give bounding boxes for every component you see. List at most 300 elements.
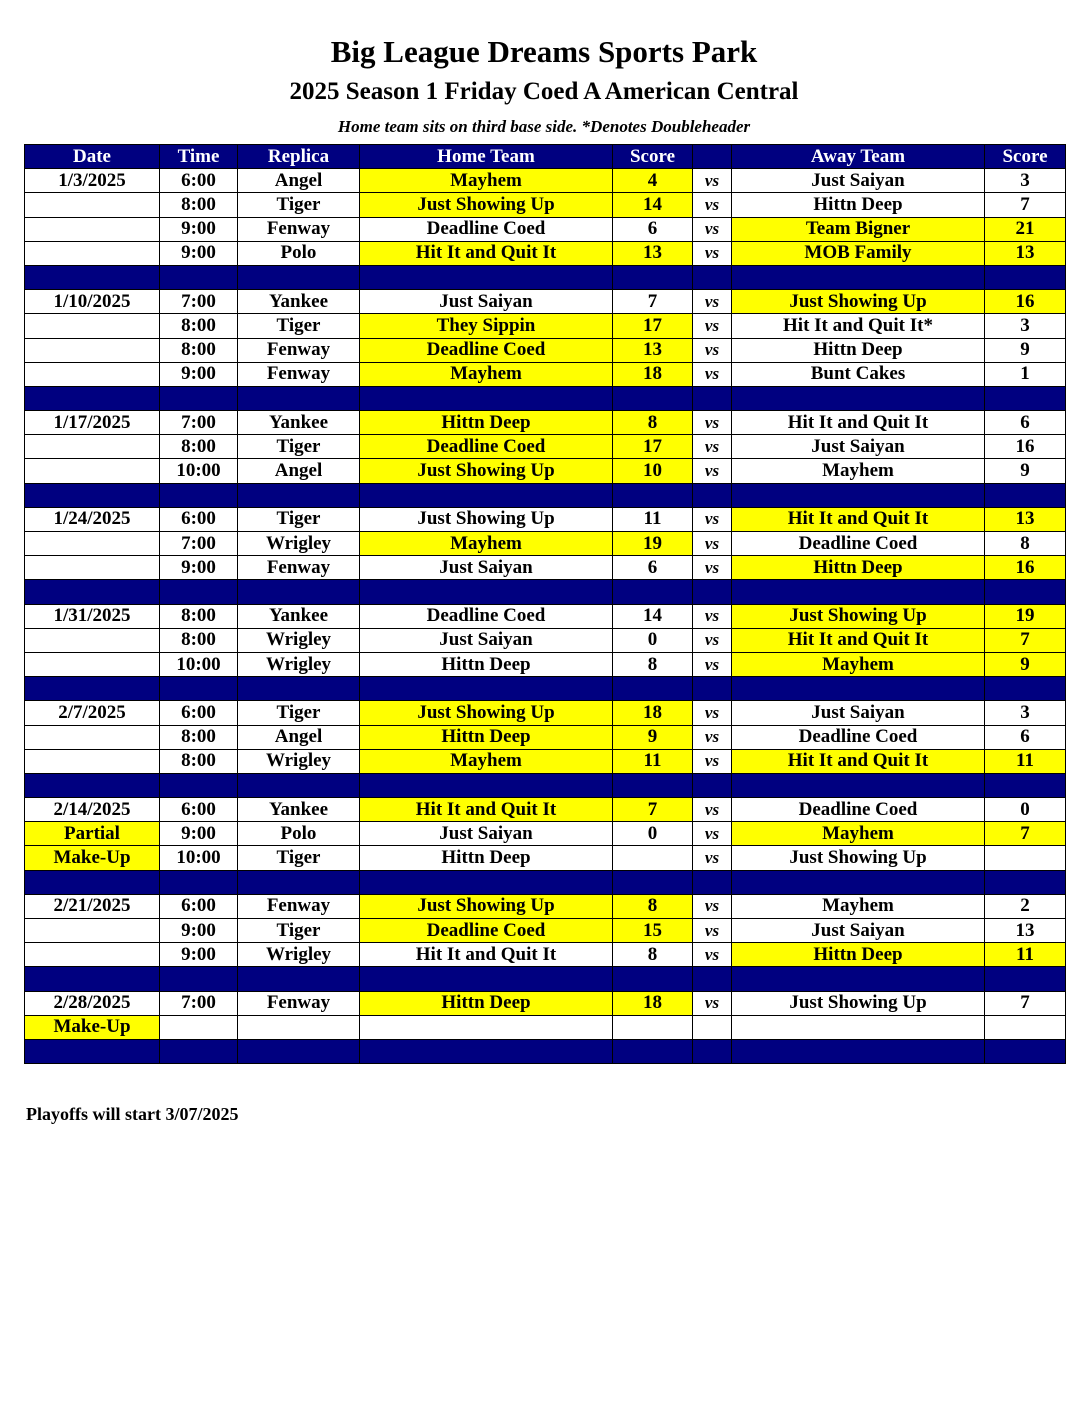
game-time: 6:00 <box>160 798 238 822</box>
separator-cell <box>693 386 732 410</box>
game-replica: Fenway <box>238 556 360 580</box>
home-team: Deadline Coed <box>360 435 613 459</box>
makeup-note: Partial <box>25 822 160 846</box>
separator-cell <box>985 483 1066 507</box>
schedule-body <box>25 169 1066 1064</box>
separator-cell <box>693 773 732 797</box>
home-team: Just Saiyan <box>360 290 613 314</box>
separator-cell <box>985 1039 1066 1063</box>
game-date <box>25 193 160 217</box>
separator-cell <box>25 265 160 289</box>
away-score: 9 <box>985 338 1066 362</box>
home-score: 6 <box>613 217 693 241</box>
game-time: 9:00 <box>160 919 238 943</box>
vs-label: vs <box>693 507 732 531</box>
home-team: Deadline Coed <box>360 217 613 241</box>
game-time: 8:00 <box>160 749 238 773</box>
game-time: 8:00 <box>160 725 238 749</box>
game-time: 7:00 <box>160 991 238 1015</box>
game-replica: Wrigley <box>238 652 360 676</box>
away-score: 11 <box>985 943 1066 967</box>
game-replica: Polo <box>238 241 360 265</box>
separator-cell <box>732 265 985 289</box>
game-row <box>25 846 1066 870</box>
vs-label: vs <box>693 362 732 386</box>
home-score: 8 <box>613 894 693 918</box>
game-time: 8:00 <box>160 338 238 362</box>
separator-cell <box>732 967 985 991</box>
game-time: 8:00 <box>160 314 238 338</box>
home-score: 9 <box>613 725 693 749</box>
game-row <box>25 290 1066 314</box>
away-team: Bunt Cakes <box>732 362 985 386</box>
away-team: Mayhem <box>732 459 985 483</box>
separator-cell <box>160 773 238 797</box>
home-team: Mayhem <box>360 749 613 773</box>
separator-cell <box>25 967 160 991</box>
game-time: 8:00 <box>160 628 238 652</box>
home-team: Hittn Deep <box>360 725 613 749</box>
header-home-score: Score <box>613 145 693 169</box>
game-replica: Yankee <box>238 798 360 822</box>
away-team: MOB Family <box>732 241 985 265</box>
separator-cell <box>693 265 732 289</box>
game-row <box>25 652 1066 676</box>
separator-cell <box>238 1039 360 1063</box>
away-score: 3 <box>985 169 1066 193</box>
away-score: 8 <box>985 532 1066 556</box>
game-row <box>25 1015 1066 1039</box>
home-team: Just Showing Up <box>360 507 613 531</box>
vs-label: vs <box>693 290 732 314</box>
away-team: Just Saiyan <box>732 919 985 943</box>
away-team: Just Saiyan <box>732 169 985 193</box>
week-separator <box>25 677 1066 701</box>
game-date <box>25 338 160 362</box>
away-score: 3 <box>985 701 1066 725</box>
game-replica: Fenway <box>238 894 360 918</box>
away-score: 2 <box>985 894 1066 918</box>
separator-cell <box>360 677 613 701</box>
separator-cell <box>360 265 613 289</box>
home-score: 8 <box>613 943 693 967</box>
game-date: 1/24/2025 <box>25 507 160 531</box>
game-row <box>25 169 1066 193</box>
vs-label: vs <box>693 943 732 967</box>
game-replica: Wrigley <box>238 532 360 556</box>
game-row <box>25 701 1066 725</box>
separator-cell <box>238 677 360 701</box>
home-score: 14 <box>613 604 693 628</box>
vs-label: vs <box>693 435 732 459</box>
game-replica: Wrigley <box>238 943 360 967</box>
home-score: 14 <box>613 193 693 217</box>
away-team: Just Showing Up <box>732 846 985 870</box>
game-time: 9:00 <box>160 362 238 386</box>
separator-cell <box>985 580 1066 604</box>
game-replica: Tiger <box>238 435 360 459</box>
game-date: 2/21/2025 <box>25 894 160 918</box>
game-row <box>25 604 1066 628</box>
game-date <box>25 628 160 652</box>
separator-cell <box>360 386 613 410</box>
page-title: Big League Dreams Sports Park <box>330 34 758 69</box>
game-date <box>25 459 160 483</box>
home-team: Hittn Deep <box>360 411 613 435</box>
separator-cell <box>160 580 238 604</box>
vs-label: vs <box>693 894 732 918</box>
schedule-table <box>24 144 1066 1064</box>
game-time: 6:00 <box>160 169 238 193</box>
game-replica: Wrigley <box>238 749 360 773</box>
game-date <box>25 241 160 265</box>
separator-cell <box>160 386 238 410</box>
away-team: Hit It and Quit It <box>732 507 985 531</box>
home-team <box>360 1015 613 1039</box>
separator-cell <box>25 1039 160 1063</box>
week-separator <box>25 580 1066 604</box>
vs-label: vs <box>693 604 732 628</box>
away-team: Just Showing Up <box>732 290 985 314</box>
game-time: 9:00 <box>160 241 238 265</box>
game-replica: Yankee <box>238 604 360 628</box>
home-score: 4 <box>613 169 693 193</box>
separator-cell <box>693 580 732 604</box>
away-team <box>732 1015 985 1039</box>
game-row <box>25 943 1066 967</box>
away-score: 9 <box>985 459 1066 483</box>
away-team: Hit It and Quit It <box>732 628 985 652</box>
separator-cell <box>25 483 160 507</box>
away-team: Just Showing Up <box>732 604 985 628</box>
vs-label: vs <box>693 217 732 241</box>
game-row <box>25 314 1066 338</box>
separator-cell <box>693 677 732 701</box>
game-replica: Fenway <box>238 991 360 1015</box>
home-team: Hit It and Quit It <box>360 241 613 265</box>
vs-label <box>693 1015 732 1039</box>
away-team: Mayhem <box>732 894 985 918</box>
home-team: Hittn Deep <box>360 991 613 1015</box>
game-row <box>25 435 1066 459</box>
away-score: 19 <box>985 604 1066 628</box>
separator-cell <box>25 870 160 894</box>
away-score: 6 <box>985 411 1066 435</box>
separator-cell <box>985 870 1066 894</box>
away-score: 9 <box>985 652 1066 676</box>
separator-cell <box>693 483 732 507</box>
game-row <box>25 507 1066 531</box>
game-replica: Wrigley <box>238 628 360 652</box>
separator-cell <box>732 870 985 894</box>
game-time: 9:00 <box>160 556 238 580</box>
week-separator <box>25 967 1066 991</box>
game-replica: Tiger <box>238 314 360 338</box>
home-score: 18 <box>613 362 693 386</box>
home-team: Hit It and Quit It <box>360 943 613 967</box>
separator-cell <box>160 483 238 507</box>
separator-cell <box>160 265 238 289</box>
separator-cell <box>238 773 360 797</box>
vs-label: vs <box>693 919 732 943</box>
game-date <box>25 217 160 241</box>
game-date <box>25 435 160 459</box>
makeup-note: Make-Up <box>25 1015 160 1039</box>
game-date: 1/17/2025 <box>25 411 160 435</box>
vs-label: vs <box>693 169 732 193</box>
game-time: 10:00 <box>160 652 238 676</box>
away-team: Deadline Coed <box>732 532 985 556</box>
away-score: 3 <box>985 314 1066 338</box>
home-team: Hit It and Quit It <box>360 798 613 822</box>
game-row <box>25 362 1066 386</box>
game-time: 7:00 <box>160 411 238 435</box>
away-score: 16 <box>985 290 1066 314</box>
game-date <box>25 556 160 580</box>
home-score: 15 <box>613 919 693 943</box>
away-score: 21 <box>985 217 1066 241</box>
game-row <box>25 749 1066 773</box>
separator-cell <box>985 677 1066 701</box>
away-score: 16 <box>985 556 1066 580</box>
vs-label: vs <box>693 628 732 652</box>
game-time: 7:00 <box>160 532 238 556</box>
vs-label: vs <box>693 846 732 870</box>
separator-cell <box>238 967 360 991</box>
game-row <box>25 193 1066 217</box>
game-replica: Tiger <box>238 846 360 870</box>
game-row <box>25 338 1066 362</box>
game-replica: Yankee <box>238 290 360 314</box>
vs-label: vs <box>693 991 732 1015</box>
vs-label: vs <box>693 532 732 556</box>
away-team: Hit It and Quit It* <box>732 314 985 338</box>
home-team: Mayhem <box>360 532 613 556</box>
separator-cell <box>985 967 1066 991</box>
game-date <box>25 919 160 943</box>
game-replica: Tiger <box>238 193 360 217</box>
home-score: 7 <box>613 798 693 822</box>
game-row <box>25 532 1066 556</box>
separator-cell <box>613 265 693 289</box>
away-score <box>985 846 1066 870</box>
header-vs <box>693 145 732 169</box>
separator-cell <box>238 265 360 289</box>
game-date <box>25 362 160 386</box>
game-row <box>25 894 1066 918</box>
home-score: 8 <box>613 652 693 676</box>
separator-cell <box>613 677 693 701</box>
game-time: 6:00 <box>160 894 238 918</box>
home-team: Deadline Coed <box>360 338 613 362</box>
separator-cell <box>613 773 693 797</box>
separator-cell <box>25 773 160 797</box>
away-score: 13 <box>985 507 1066 531</box>
game-replica: Angel <box>238 725 360 749</box>
game-row <box>25 919 1066 943</box>
home-team: They Sippin <box>360 314 613 338</box>
game-time: 6:00 <box>160 701 238 725</box>
separator-cell <box>613 386 693 410</box>
vs-label: vs <box>693 725 732 749</box>
game-time: 10:00 <box>160 459 238 483</box>
page-subtitle: 2025 Season 1 Friday Coed A American Central <box>289 78 799 105</box>
game-row <box>25 217 1066 241</box>
week-separator <box>25 265 1066 289</box>
separator-cell <box>613 483 693 507</box>
vs-label: vs <box>693 652 732 676</box>
away-team: Hittn Deep <box>732 193 985 217</box>
header-replica: Replica <box>238 145 360 169</box>
game-replica: Tiger <box>238 919 360 943</box>
game-row <box>25 459 1066 483</box>
header-home-team: Home Team <box>360 145 613 169</box>
separator-cell <box>732 386 985 410</box>
away-score: 7 <box>985 628 1066 652</box>
game-date: 1/10/2025 <box>25 290 160 314</box>
game-date <box>25 749 160 773</box>
separator-cell <box>613 1039 693 1063</box>
header-row <box>25 145 1066 169</box>
away-score: 1 <box>985 362 1066 386</box>
separator-cell <box>25 677 160 701</box>
home-team: Just Saiyan <box>360 628 613 652</box>
vs-label: vs <box>693 193 732 217</box>
home-team: Deadline Coed <box>360 919 613 943</box>
home-score: 7 <box>613 290 693 314</box>
home-team: Deadline Coed <box>360 604 613 628</box>
game-date <box>25 725 160 749</box>
home-score: 19 <box>613 532 693 556</box>
vs-label: vs <box>693 798 732 822</box>
separator-cell <box>25 386 160 410</box>
game-row <box>25 411 1066 435</box>
game-row <box>25 798 1066 822</box>
game-date <box>25 314 160 338</box>
header-date: Date <box>25 145 160 169</box>
game-replica: Tiger <box>238 507 360 531</box>
away-team: Hittn Deep <box>732 556 985 580</box>
home-score: 10 <box>613 459 693 483</box>
game-replica: Polo <box>238 822 360 846</box>
home-team: Hittn Deep <box>360 652 613 676</box>
game-time: 6:00 <box>160 507 238 531</box>
away-team: Deadline Coed <box>732 798 985 822</box>
game-date: 2/14/2025 <box>25 798 160 822</box>
vs-label: vs <box>693 459 732 483</box>
game-replica: Fenway <box>238 338 360 362</box>
game-row <box>25 628 1066 652</box>
game-date <box>25 532 160 556</box>
away-team: Mayhem <box>732 652 985 676</box>
separator-cell <box>238 483 360 507</box>
home-team: Mayhem <box>360 362 613 386</box>
home-score: 17 <box>613 435 693 459</box>
vs-label: vs <box>693 241 732 265</box>
game-date: 1/31/2025 <box>25 604 160 628</box>
separator-cell <box>732 1039 985 1063</box>
separator-cell <box>160 870 238 894</box>
home-team: Hittn Deep <box>360 846 613 870</box>
game-time: 8:00 <box>160 604 238 628</box>
home-score: 17 <box>613 314 693 338</box>
game-replica: Fenway <box>238 362 360 386</box>
vs-label: vs <box>693 338 732 362</box>
vs-label: vs <box>693 822 732 846</box>
separator-cell <box>160 967 238 991</box>
home-score: 0 <box>613 822 693 846</box>
separator-cell <box>985 386 1066 410</box>
week-separator <box>25 773 1066 797</box>
away-team: Just Saiyan <box>732 435 985 459</box>
separator-cell <box>160 1039 238 1063</box>
home-score: 8 <box>613 411 693 435</box>
game-time: 10:00 <box>160 846 238 870</box>
game-time: 9:00 <box>160 217 238 241</box>
away-score <box>985 1015 1066 1039</box>
schedule-note: Home team sits on third base side. *Denotes Doubleheader <box>337 117 751 136</box>
game-date <box>25 652 160 676</box>
home-score: 18 <box>613 991 693 1015</box>
game-row <box>25 241 1066 265</box>
game-date: 2/28/2025 <box>25 991 160 1015</box>
game-replica: Yankee <box>238 411 360 435</box>
game-date: 2/7/2025 <box>25 701 160 725</box>
away-score: 7 <box>985 822 1066 846</box>
away-score: 7 <box>985 193 1066 217</box>
game-row <box>25 991 1066 1015</box>
game-time: 9:00 <box>160 822 238 846</box>
away-team: Hit It and Quit It <box>732 411 985 435</box>
separator-cell <box>693 870 732 894</box>
game-date: 1/3/2025 <box>25 169 160 193</box>
away-team: Hittn Deep <box>732 943 985 967</box>
home-score <box>613 846 693 870</box>
separator-cell <box>238 580 360 604</box>
week-separator <box>25 1039 1066 1063</box>
vs-label: vs <box>693 314 732 338</box>
game-replica: Angel <box>238 459 360 483</box>
game-replica: Tiger <box>238 701 360 725</box>
separator-cell <box>25 580 160 604</box>
game-replica <box>238 1015 360 1039</box>
away-score: 13 <box>985 919 1066 943</box>
home-score: 18 <box>613 701 693 725</box>
week-separator <box>25 386 1066 410</box>
home-team: Just Saiyan <box>360 822 613 846</box>
separator-cell <box>360 870 613 894</box>
away-team: Mayhem <box>732 822 985 846</box>
home-score: 0 <box>613 628 693 652</box>
home-score: 13 <box>613 241 693 265</box>
separator-cell <box>732 483 985 507</box>
game-time: 8:00 <box>160 435 238 459</box>
separator-cell <box>360 773 613 797</box>
vs-label: vs <box>693 556 732 580</box>
week-separator <box>25 483 1066 507</box>
separator-cell <box>732 580 985 604</box>
away-team: Just Showing Up <box>732 991 985 1015</box>
separator-cell <box>160 677 238 701</box>
away-team: Hittn Deep <box>732 338 985 362</box>
header-time: Time <box>160 145 238 169</box>
header-away-score: Score <box>985 145 1066 169</box>
home-team: Just Showing Up <box>360 894 613 918</box>
home-score <box>613 1015 693 1039</box>
week-separator <box>25 870 1066 894</box>
game-date <box>25 943 160 967</box>
vs-label: vs <box>693 411 732 435</box>
